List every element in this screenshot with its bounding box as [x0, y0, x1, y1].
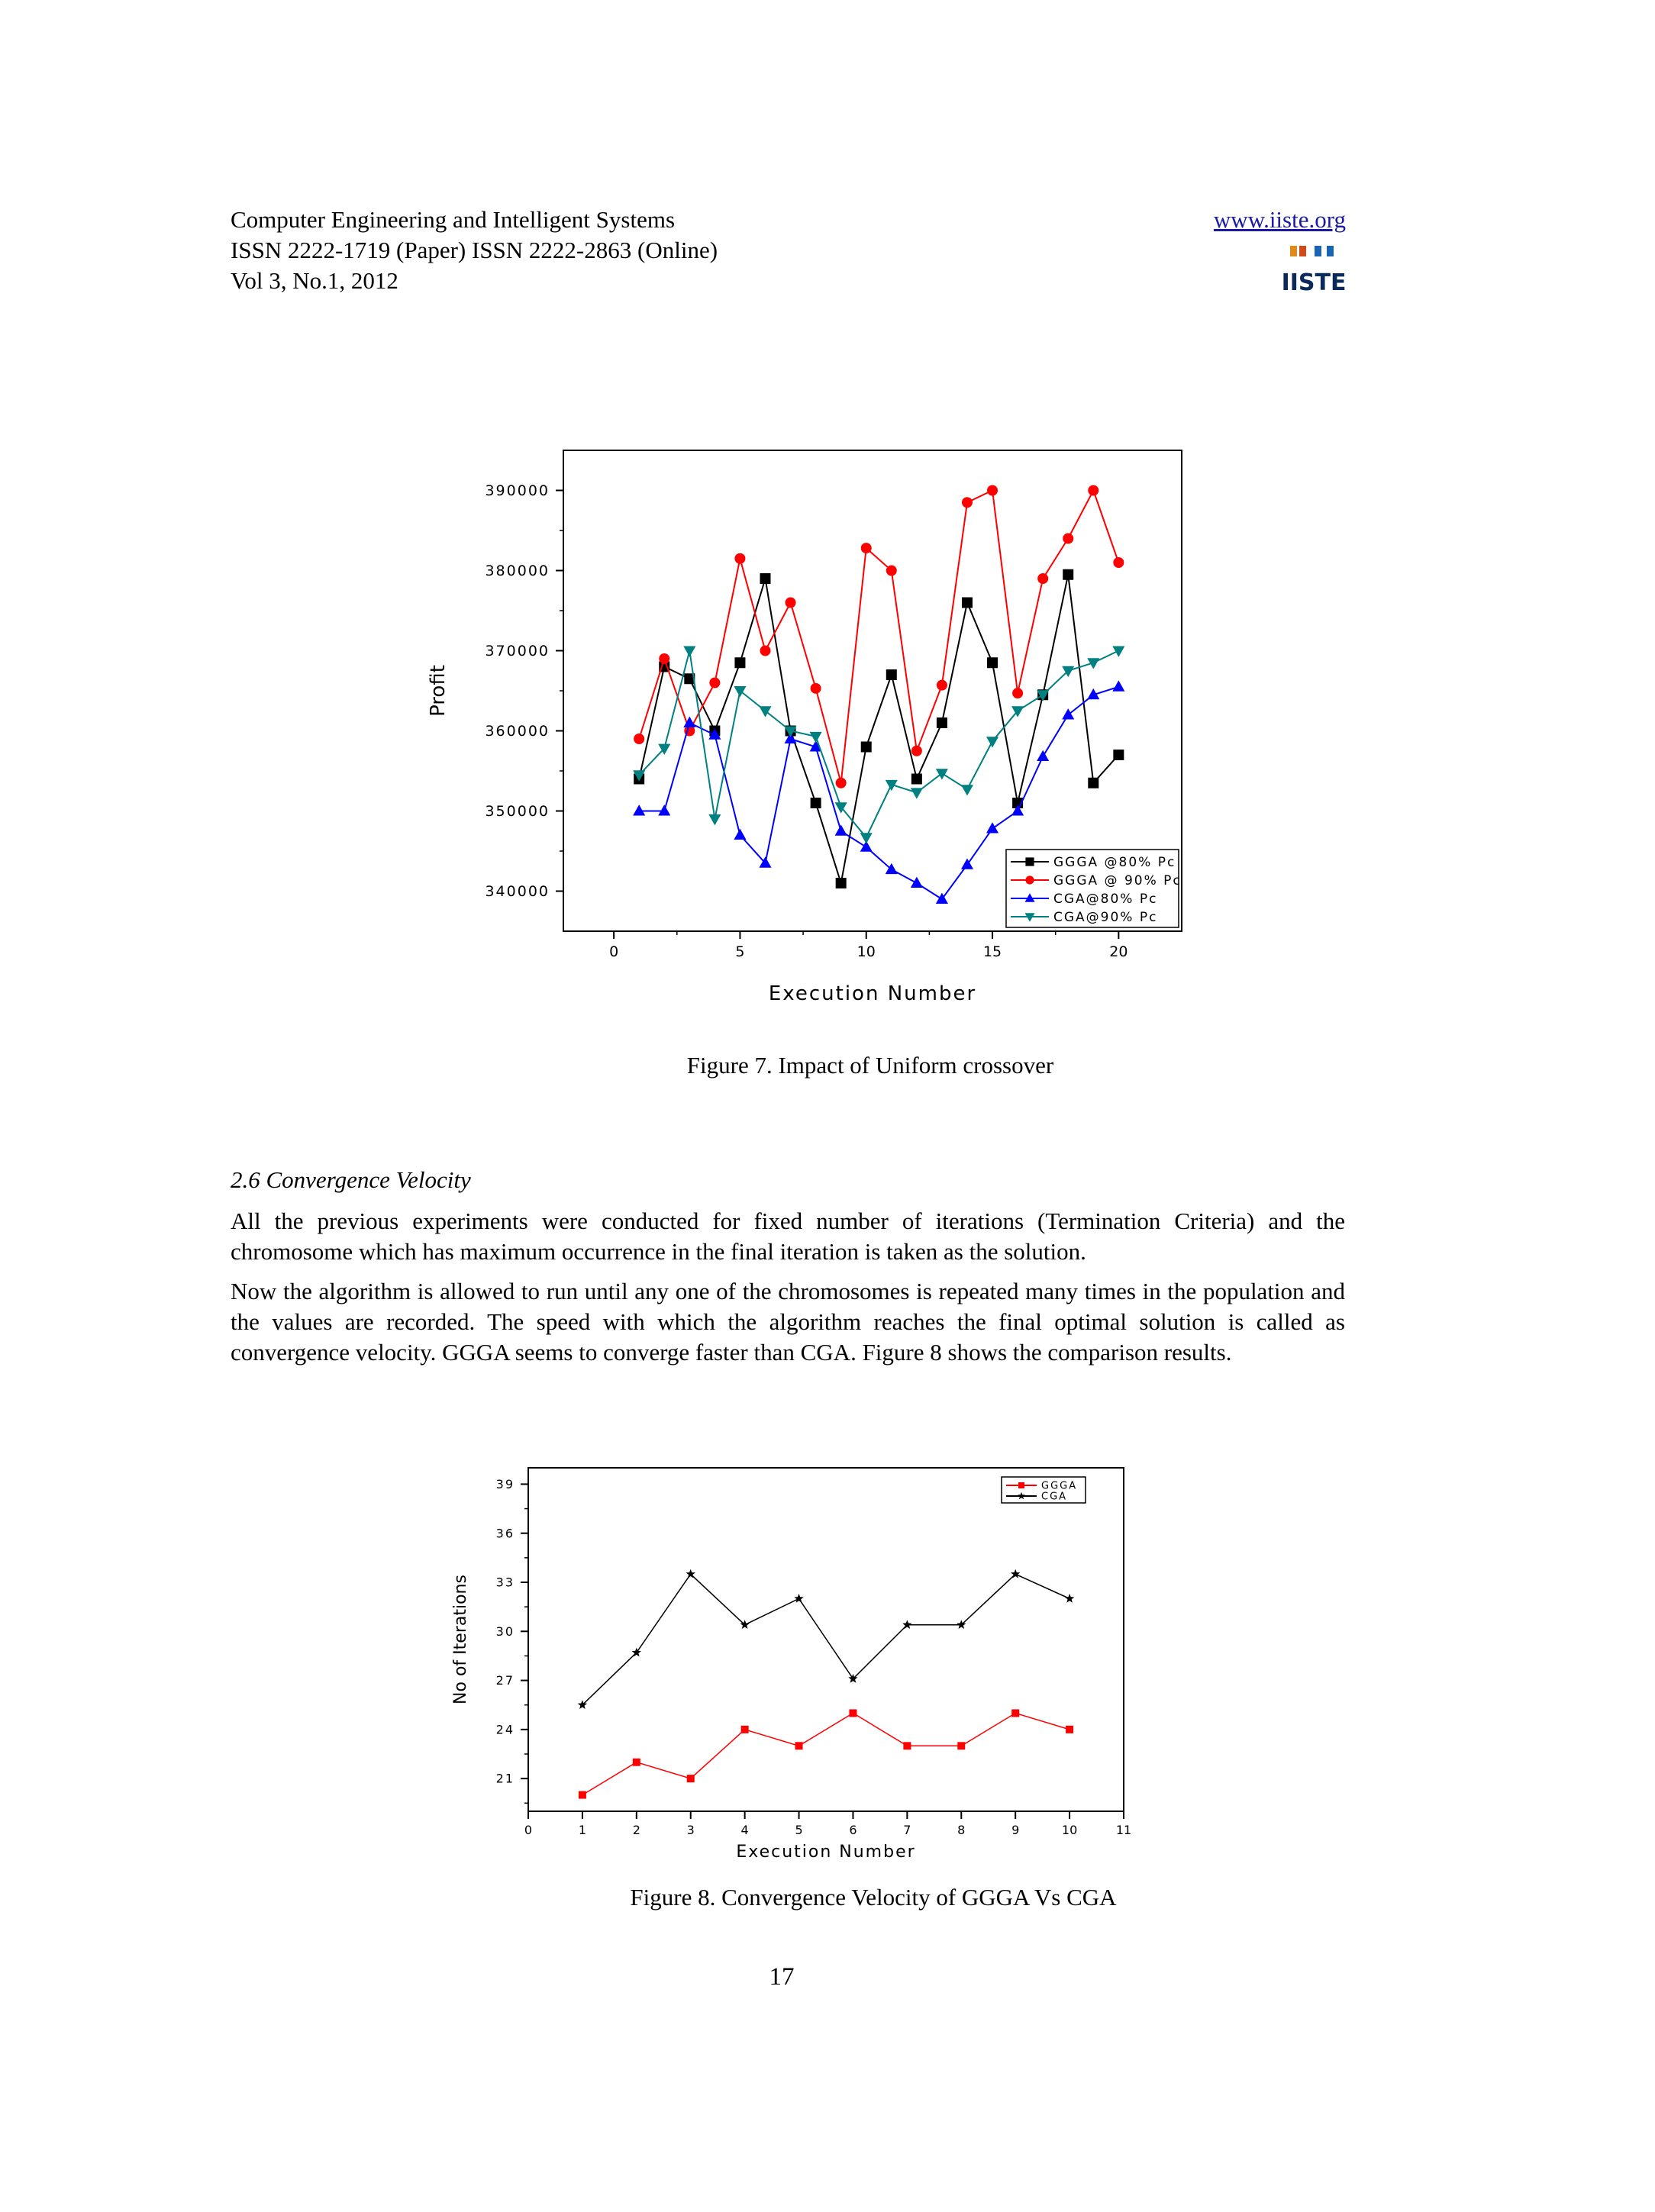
x-tick-label: 2 [632, 1823, 640, 1837]
data-point [962, 497, 973, 508]
y-tick-label: 30 [495, 1624, 515, 1639]
x-tick-label: 11 [1115, 1823, 1132, 1837]
volume: Vol 3, No.1, 2012 [231, 267, 398, 294]
x-tick-label: 4 [740, 1823, 749, 1837]
website-link[interactable]: www.iiste.org [1213, 206, 1346, 233]
legend-label: CGA@80% Pc [1053, 891, 1158, 907]
y-tick-label: 33 [495, 1575, 515, 1590]
data-point [1037, 573, 1048, 584]
x-tick-label: 1 [578, 1823, 587, 1837]
x-tick-label: 3 [686, 1823, 695, 1837]
data-point [709, 678, 720, 688]
data-point [760, 573, 770, 584]
data-point [759, 706, 771, 717]
data-point [1065, 1594, 1074, 1603]
data-point [734, 829, 746, 840]
data-point [986, 822, 998, 833]
data-point [836, 878, 847, 888]
data-point [849, 1709, 857, 1717]
data-point [1063, 534, 1073, 544]
data-point [579, 1791, 586, 1799]
x-tick-label: 10 [1061, 1823, 1078, 1837]
x-tick-label: 10 [857, 943, 876, 960]
x-tick-label: 5 [795, 1823, 803, 1837]
y-axis-label: No of Iterations [451, 1575, 470, 1704]
legend-label: CGA [1041, 1491, 1068, 1503]
x-tick-label: 7 [903, 1823, 911, 1837]
x-axis-label: Execution Number [768, 982, 977, 1005]
figure-8-caption: Figure 8. Convergence Velocity of GGGA Vs CGA [630, 1884, 1117, 1911]
data-point [961, 858, 973, 869]
y-tick-label: 370000 [485, 643, 550, 660]
data-point [1011, 1709, 1019, 1717]
y-axis-label: Profit [427, 665, 450, 717]
data-point [957, 1742, 965, 1749]
paragraph-1: All the previous experiments were conducted for fixed number of iterations (Termination Criteria) and the chromosome which has maximum occurrence in the final iteration is taken as the solution. [231, 1208, 1345, 1265]
x-tick-label: 8 [957, 1823, 966, 1837]
data-point [1066, 1726, 1073, 1733]
figure-8-chart [443, 1454, 1145, 1881]
data-point [633, 805, 645, 815]
legend-marker [1025, 875, 1034, 884]
data-point [760, 646, 770, 656]
data-point [987, 657, 998, 668]
legend-marker [1018, 1482, 1024, 1488]
iiste-logo [1281, 243, 1347, 296]
legend-marker [1025, 857, 1034, 866]
y-tick-label: 360000 [485, 723, 550, 740]
data-point [795, 1742, 803, 1749]
y-tick-label: 39 [495, 1477, 515, 1492]
y-tick-label: 36 [495, 1526, 515, 1541]
journal-name: Computer Engineering and Intelligent Systems [231, 206, 676, 233]
y-tick-label: 350000 [485, 803, 550, 821]
data-point [1012, 688, 1023, 698]
data-point [683, 647, 695, 657]
data-point [911, 877, 923, 888]
data-point [1037, 750, 1049, 761]
x-tick-label: 0 [524, 1823, 533, 1837]
y-tick-label: 340000 [485, 883, 550, 901]
data-point [861, 543, 872, 553]
running-header-left [231, 205, 718, 296]
data-point [886, 669, 897, 680]
x-tick-label: 0 [609, 943, 619, 960]
page-number: 17 [769, 1963, 795, 1991]
series-line [582, 1713, 1069, 1794]
data-point [786, 598, 796, 608]
data-point [794, 1594, 803, 1603]
data-point [741, 1726, 749, 1733]
data-point [860, 833, 873, 843]
section-title: 2.6 Convergence Velocity [231, 1166, 471, 1193]
data-point [810, 732, 822, 743]
data-point [861, 742, 872, 753]
data-point [886, 566, 897, 576]
data-point [811, 798, 821, 808]
data-point [903, 1742, 911, 1749]
x-tick-label: 6 [849, 1823, 857, 1837]
data-point [961, 785, 973, 795]
x-tick-label: 9 [1011, 1823, 1020, 1837]
y-tick-label: 380000 [485, 563, 550, 580]
legend-label: GGGA [1041, 1480, 1078, 1492]
logo-text: IISTE [1281, 269, 1347, 296]
data-point [734, 553, 745, 564]
data-point [734, 686, 746, 697]
data-point [986, 737, 998, 747]
legend-label: GGGA @80% Pc [1053, 854, 1176, 870]
x-tick-label: 15 [982, 943, 1002, 960]
y-tick-label: 390000 [485, 482, 550, 500]
paragraph-2: Now the algorithm is allowed to run until any one of the chromosomes is repeated many times in the population and the values are recorded. The speed with which the algorithm reaches the final optimal solution is called as convergence velocity. GGGA seems to converge faster than CGA. Figure 8 shows the comparison results. [231, 1278, 1345, 1366]
issn: ISSN 2222-1719 (Paper) ISSN 2222-2863 (Online) [231, 237, 718, 263]
data-point [937, 717, 947, 728]
data-point [659, 653, 669, 664]
data-point [1112, 680, 1124, 691]
data-point [1063, 569, 1073, 580]
x-axis-label: Execution Number [736, 1843, 916, 1862]
data-point [634, 734, 644, 744]
y-tick-label: 21 [495, 1771, 515, 1786]
data-point [911, 788, 923, 798]
data-point [911, 746, 922, 756]
data-point [1088, 485, 1098, 496]
y-tick-label: 24 [495, 1722, 515, 1737]
data-point [962, 598, 973, 608]
data-point [1062, 708, 1074, 719]
figure-7-chart [412, 435, 1191, 1008]
series-1 [578, 1569, 1075, 1709]
legend-label: GGGA @ 90% Pc [1053, 872, 1182, 888]
data-point [911, 774, 922, 785]
data-point [811, 683, 821, 694]
data-point [936, 769, 948, 779]
series-0 [579, 1709, 1073, 1798]
data-point [1113, 557, 1124, 568]
data-point [658, 805, 670, 815]
data-point [835, 824, 847, 835]
data-point [687, 1775, 695, 1782]
data-point [734, 657, 745, 668]
series-0 [634, 569, 1124, 888]
x-tick-label: 20 [1109, 943, 1128, 960]
data-point [1088, 778, 1098, 788]
y-tick-label: 27 [495, 1673, 515, 1688]
data-point [1112, 647, 1124, 657]
legend-label: CGA@90% Pc [1053, 909, 1158, 925]
running-header-right [1214, 205, 1346, 235]
data-point [836, 778, 847, 788]
data-point [987, 485, 998, 496]
data-point [708, 814, 721, 825]
series-line [582, 1574, 1069, 1704]
x-tick-label: 5 [735, 943, 745, 960]
series-3 [633, 647, 1124, 844]
data-point [633, 1759, 640, 1766]
data-point [1113, 750, 1124, 760]
data-point [937, 680, 947, 691]
figure-7-caption: Figure 7. Impact of Uniform crossover [686, 1052, 1054, 1079]
